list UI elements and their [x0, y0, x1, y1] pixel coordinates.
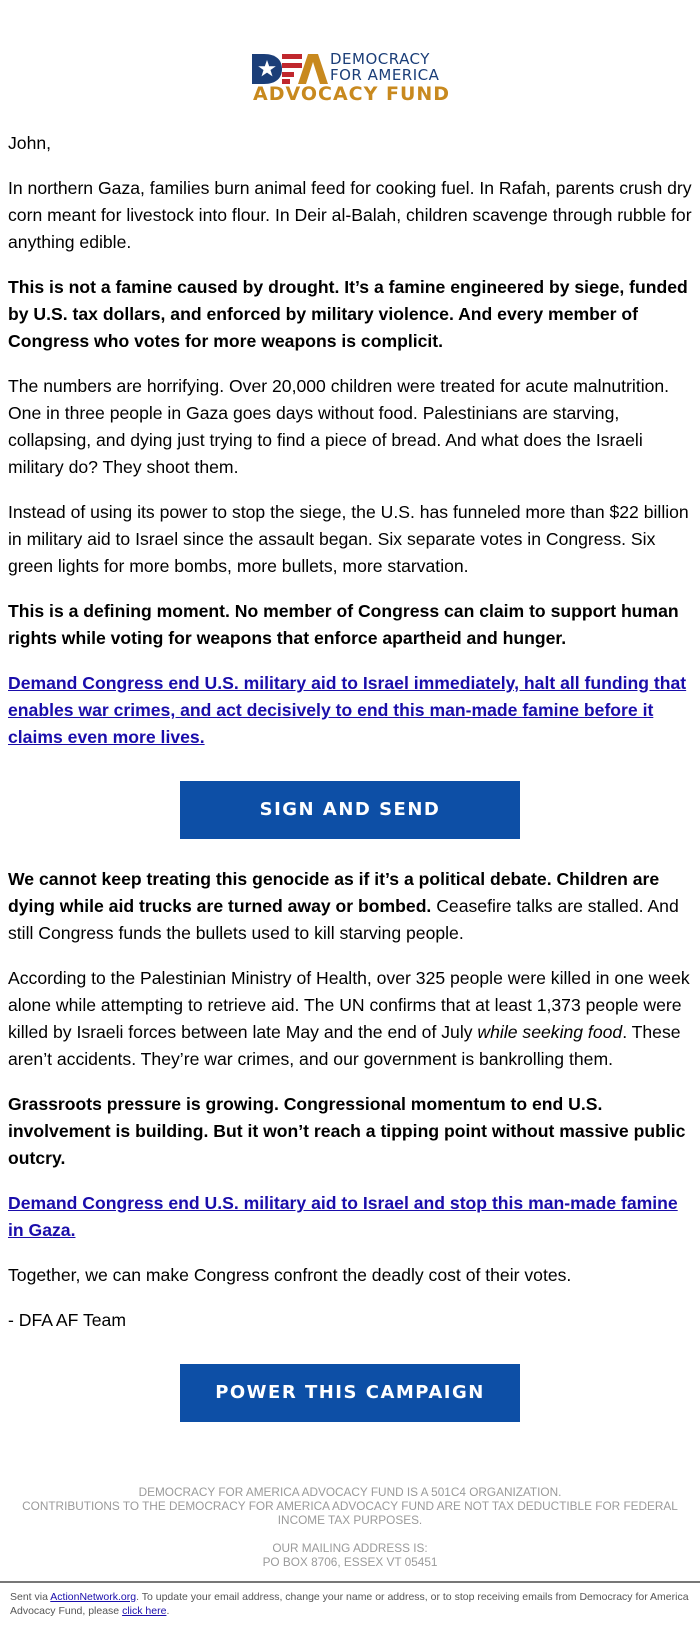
power-campaign-container [8, 1364, 692, 1422]
paragraph-gaza: In northern Gaza, families burn animal feed for cooking fuel. In Rafah, parents crush dry corn meant for livestock into flour. In Deir al-Balah, children scavenge through rubble for anything edible. [8, 178, 692, 252]
paragraph-ministry-health [8, 965, 692, 1073]
paragraph-military-aid: Instead of using its power to stop the siege, the U.S. has funneled more than $22 billion in military aid to Israel since the assault began. Six separate votes in Congress. Six green lights for more bombs, more bullets, more starvation. [8, 502, 689, 576]
ministry-text-a: According to the Palestinian Ministry of Health, over 325 people were killed in one week alone while attempting to retrieve aid. The UN confirms that at least 1,373 people were killed by Israeli forces between late May and the end of July [8, 968, 690, 1042]
paragraph-link-1 [8, 670, 692, 751]
email-footer [0, 1485, 700, 1569]
email-body [8, 130, 692, 1449]
paragraph-grassroots: Grassroots pressure is growing. Congressional momentum to end U.S. involvement is building. But it won’t reach a tipping point without massive public outcry. [8, 1094, 686, 1168]
footer-address-label: OUR MAILING ADDRESS IS: [272, 1541, 428, 1555]
sign-and-send-button[interactable]: SIGN AND SEND [180, 781, 520, 839]
greeting: John, [8, 133, 52, 153]
demand-congress-link[interactable]: Demand Congress end U.S. military aid to Israel immediately, halt all funding that enables war crimes, and act decisively to end this man-made famine before it claims even more lives. [8, 673, 687, 747]
actionnetwork-link[interactable]: ActionNetwork.org [50, 1591, 137, 1603]
end-period: . [166, 1605, 170, 1617]
footer-tax-notice: CONTRIBUTIONS TO THE DEMOCRACY FOR AMERICA ADVOCACY FUND ARE NOT TAX DEDUCTIBLE FOR FEDERAL INCOME TAX PURPOSES. [22, 1499, 678, 1527]
stop-famine-link[interactable]: Demand Congress end U.S. military aid to Israel and stop this man-made famine in Gaza. [8, 1193, 678, 1240]
paragraph-famine-engineered: This is not a famine caused by drought. It’s a famine engineered by siege, funded by U.S. tax dollars, and enforced by military violence. And every member of Congress who votes for more weapons is complicit. [8, 277, 688, 351]
dfa-logo [252, 50, 452, 104]
footer-divider [0, 1581, 700, 1583]
paragraph-link-2 [8, 1190, 692, 1244]
footer-address: PO BOX 8706, ESSEX VT 05451 [262, 1555, 438, 1569]
logo-line-democracy: DEMOCRACY [330, 50, 430, 68]
footer-org-status: DEMOCRACY FOR AMERICA ADVOCACY FUND IS A 501C4 ORGANIZATION. [138, 1485, 562, 1499]
dfa-logo-mark-icon [252, 54, 328, 84]
paragraph-together: Together, we can make Congress confront the deadly cost of their votes. [8, 1265, 572, 1285]
power-this-campaign-button[interactable]: POWER THIS CAMPAIGN [180, 1364, 520, 1422]
genocide-rest-text: Ceasefire talks are stalled. And still Congress funds the bullets used to kill starving people. [8, 896, 679, 943]
action-network-note [10, 1590, 690, 1618]
genocide-bold-text: We cannot keep treating this genocide as if it’s a political debate. Children are dying while aid trucks are turned away or bombed. [8, 869, 660, 916]
unsubscribe-text: . To update your email address, change your name or address, or to stop receiving emails from Democracy for America Advocacy Fund, please [10, 1591, 689, 1617]
ministry-text-italic: while seeking food [477, 1022, 623, 1042]
paragraph-numbers: The numbers are horrifying. Over 20,000 children were treated for acute malnutrition. One in three people in Gaza goes days without food. Palestinians are starving, collapsing, and dying just trying to find a piece of bread. And what does the Israeli military do? They shoot them. [8, 376, 670, 477]
logo-line-advocacy-fund: ADVOCACY FUND [253, 83, 451, 105]
click-here-link[interactable]: click here [122, 1605, 167, 1617]
paragraph-defining-moment: This is a defining moment. No member of Congress can claim to support human rights while voting for weapons that enforce apartheid and hunger. [8, 601, 679, 648]
sent-via-text: Sent via [10, 1591, 51, 1603]
sign-send-container [8, 781, 692, 839]
signoff: - DFA AF Team [8, 1310, 126, 1330]
paragraph-genocide [8, 866, 692, 947]
ministry-text-b: . These aren’t accidents. They’re war crimes, and our government is bankrolling them. [8, 1022, 681, 1069]
logo-line-for-america: FOR AMERICA [330, 66, 440, 84]
